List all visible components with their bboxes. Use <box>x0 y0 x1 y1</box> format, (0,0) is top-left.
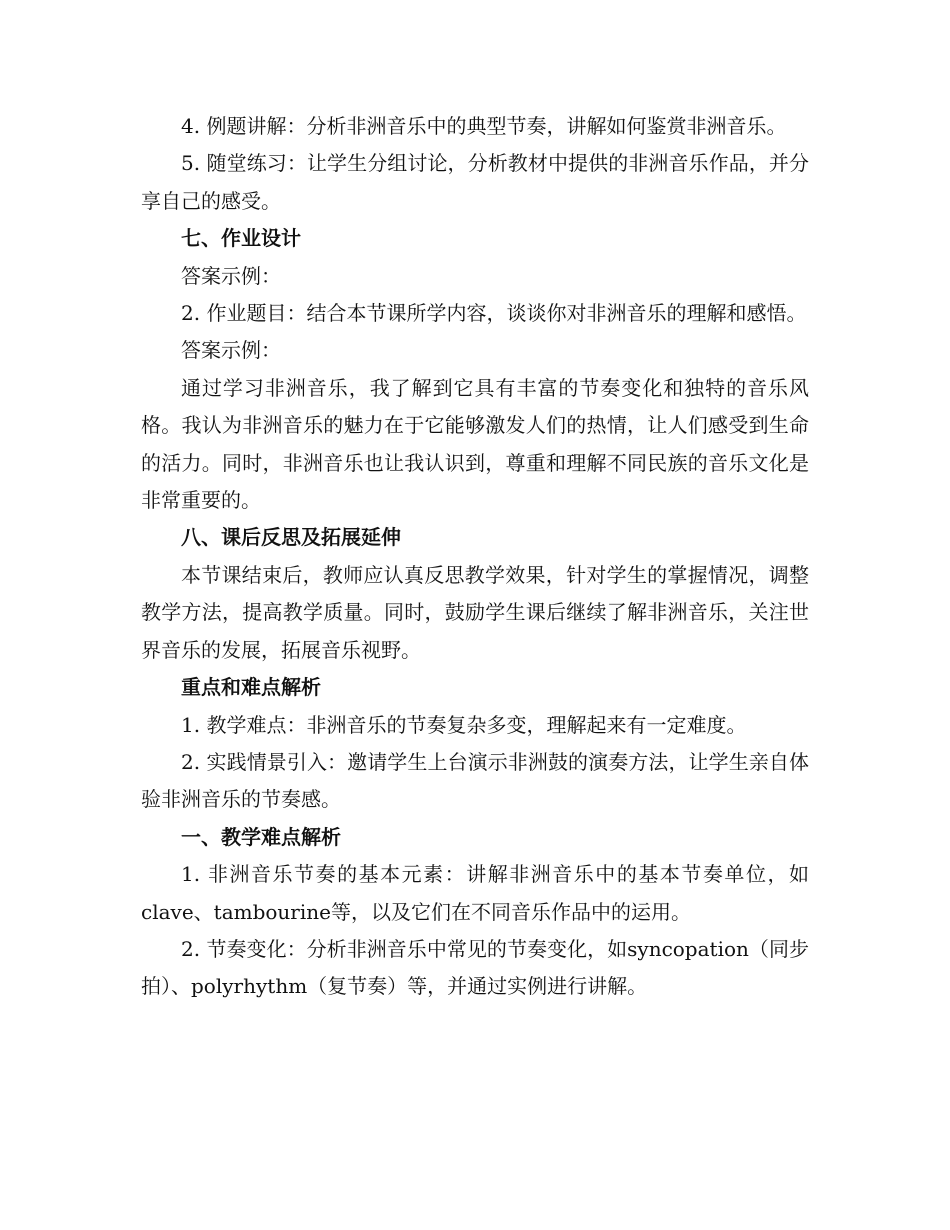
list-item-rhythm-variation: 2. 节奏变化：分析非洲音乐中常见的节奏变化，如syncopation（同步拍）、polyrhythm（复节奏）等，并通过实例进行讲解。 <box>141 936 809 999</box>
section-heading-homework: 七、作业设计 <box>181 226 301 251</box>
list-item-homework-topic: 2. 作业题目：结合本节课所学内容，谈谈你对非洲音乐的理解和感悟。 <box>181 301 807 326</box>
answer-example-label: 答案示例： <box>181 338 281 363</box>
list-item-example-explanation: 4. 例题讲解：分析非洲音乐中的典型节奏，讲解如何鉴赏非洲音乐。 <box>181 114 787 138</box>
list-item-rhythm-elements: 1. 非洲音乐节奏的基本元素：讲解非洲音乐中的基本节奏单位，如clave、tambourine等，以及它们在不同音乐作品中的运用。 <box>141 862 809 924</box>
answer-example-label: 答案示例： <box>181 263 281 288</box>
answer-example-body: 通过学习非洲音乐，我了解到它具有丰富的节奏变化和独特的音乐风格。我认为非洲音乐的魅力在于它能够激发人们的热情，让人们感受到生命的活力。同时，非洲音乐也让我认识到，尊重和理解不同民族的音乐文化是非常重要的。 <box>141 375 809 513</box>
list-item-practice-scenario: 2. 实践情景引入：邀请学生上台演示非洲鼓的演奏方法，让学生亲自体验非洲音乐的节奏感。 <box>141 749 809 812</box>
section-heading-key-points: 重点和难点解析 <box>181 675 321 700</box>
list-item-class-practice: 5. 随堂练习：让学生分组讨论，分析教材中提供的非洲音乐作品，并分享自己的感受。 <box>141 151 809 213</box>
list-item-teaching-difficulty: 1. 教学难点：非洲音乐的节奏复杂多变，理解起来有一定难度。 <box>181 712 747 737</box>
section-heading-reflection: 八、课后反思及拓展延伸 <box>181 525 401 550</box>
section-heading-difficulty-analysis: 一、教学难点解析 <box>181 824 341 849</box>
document-page <box>141 108 809 1006</box>
reflection-body: 本节课结束后，教师应认真反思教学效果，针对学生的掌握情况，调整教学方法，提高教学质量。同时，鼓励学生课后继续了解非洲音乐，关注世界音乐的发展，拓展音乐视野。 <box>141 562 809 662</box>
